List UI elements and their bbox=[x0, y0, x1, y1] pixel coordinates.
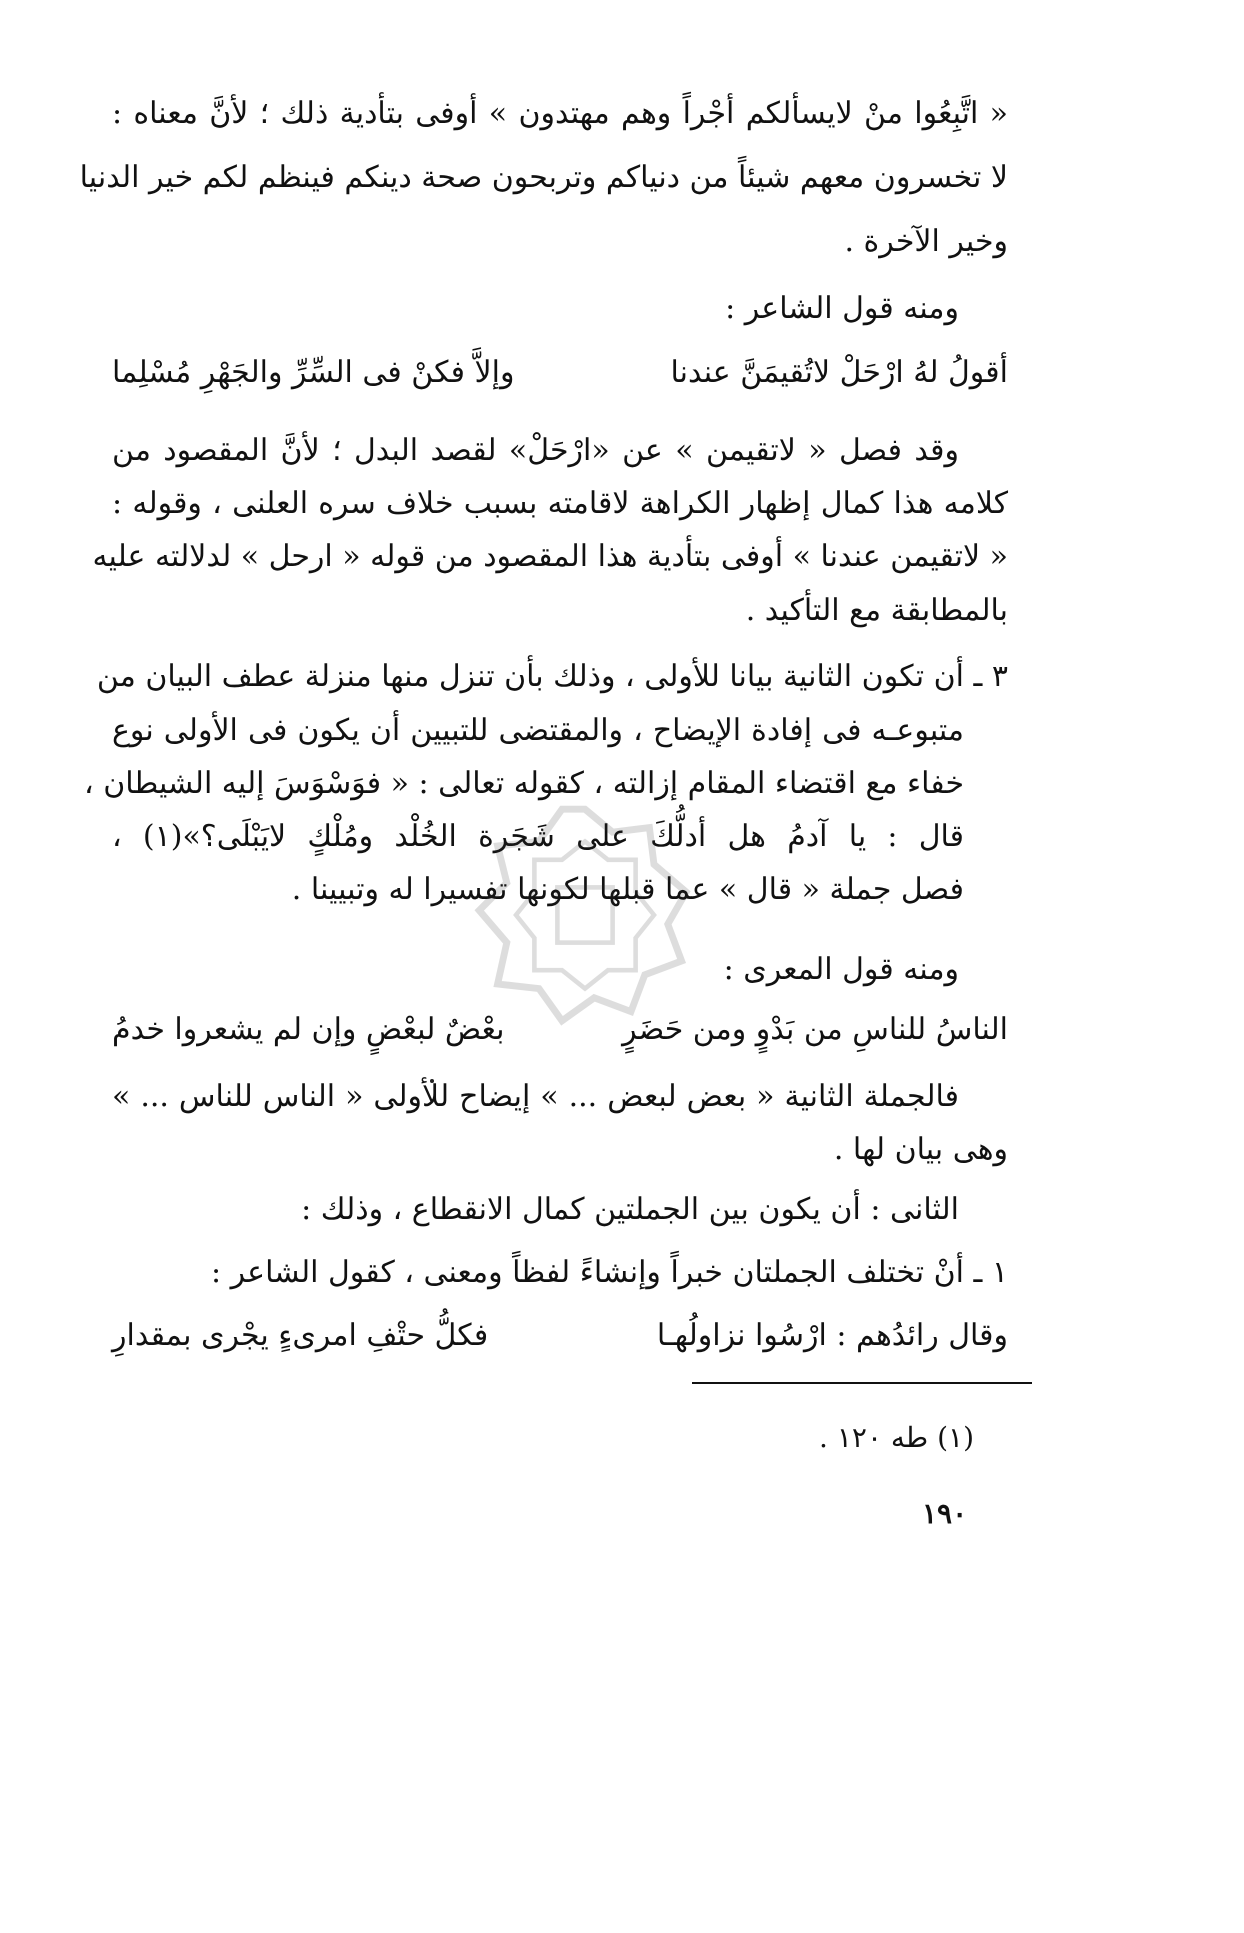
page-number: ١٩٠ bbox=[922, 1497, 968, 1530]
text-line: قال : يا آدمُ هل أدلُّكَ على شَجَرة الخُلْد ومُلْكٍ لايَبْلَى؟»(١) ، bbox=[112, 819, 964, 854]
text-line: الثانى : أن يكون بين الجملتين كمال الانقطاع ، وذلك : bbox=[301, 1192, 959, 1227]
text-line: متبوعـه فى إفادة الإيضاح ، والمقتضى للتبيين أن يكون فى الأولى نوع bbox=[112, 713, 964, 748]
library-seal-watermark bbox=[470, 800, 700, 1030]
verse-hemistich: وقال رائدُهم : ارْسُوا نزاولُهـا bbox=[656, 1318, 1008, 1353]
text-line: وهى بيان لها . bbox=[833, 1132, 1008, 1167]
verse-hemistich: بعْضٌ لبعْضٍ وإن لم يشعروا خدمُ bbox=[112, 1012, 505, 1047]
text-line: وقد فصل « لاتقيمن » عن «ارْحَلْ» لقصد البدل ؛ لأنَّ المقصود من bbox=[112, 433, 959, 468]
text-line: وخير الآخرة . bbox=[844, 224, 1008, 259]
text-line: ٣ ـ أن تكون الثانية بيانا للأولى ، وذلك بأن تنزل منها منزلة عطف البيان من bbox=[96, 659, 1008, 694]
footnote-rule bbox=[692, 1382, 1032, 1384]
text-line: فصل جملة « قال » عما قبلها لكونها تفسيرا له وتبيينا . bbox=[291, 872, 964, 907]
text-line: ومنه قول المعرى : bbox=[723, 952, 959, 987]
text-line: بالمطابقة مع التأكيد . bbox=[745, 593, 1008, 628]
text-line: كلامه هذا كمال إظهار الكراهة لاقامته بسبب خلاف سره العلنى ، وقوله : bbox=[112, 486, 1008, 521]
verse-hemistich: الناسُ للناسِ من بَدْوٍ ومن حَضَرٍ bbox=[622, 1012, 1008, 1047]
text-line: ومنه قول الشاعر : bbox=[725, 291, 959, 326]
footnote: (١) طه ١٢٠ . bbox=[819, 1421, 974, 1454]
text-line: « لاتقيمن عندنا » أوفى بتأدية هذا المقصود من قوله « ارحل » لدلالته عليه bbox=[92, 539, 1008, 574]
text-line: ١ ـ أنْ تختلف الجملتان خبراً وإنشاءً لفظاً ومعنى ، كقول الشاعر : bbox=[210, 1255, 1008, 1290]
text-line: « اتَّبِعُوا منْ لايسألكم أجْراً وهم مهتدون » أوفى بتأدية ذلك ؛ لأنَّ معناه : bbox=[112, 96, 1008, 131]
verse-hemistich: وإلاَّ فكنْ فى السِّرِّ والجَهْرِ مُسْلِما bbox=[112, 355, 515, 390]
verse-hemistich: أقولُ لهُ ارْحَلْ لاتُقيمَنَّ عندنا bbox=[670, 355, 1008, 390]
verse-hemistich: فكلُّ حتْفِ امرىءٍ يجْرى بمقدارِ bbox=[112, 1318, 489, 1353]
text-line: فالجملة الثانية « بعض لبعض ... » إيضاح للأولى « الناس للناس ... » bbox=[112, 1079, 959, 1114]
text-line: خفاء مع اقتضاء المقام إزالته ، كقوله تعالى : « فوَسْوَسَ إليه الشيطان ، bbox=[83, 766, 964, 801]
text-line: لا تخسرون معهم شيئاً من دنياكم وتربحون صحة دينكم فينظم لكم خير الدنيا bbox=[79, 160, 1008, 195]
